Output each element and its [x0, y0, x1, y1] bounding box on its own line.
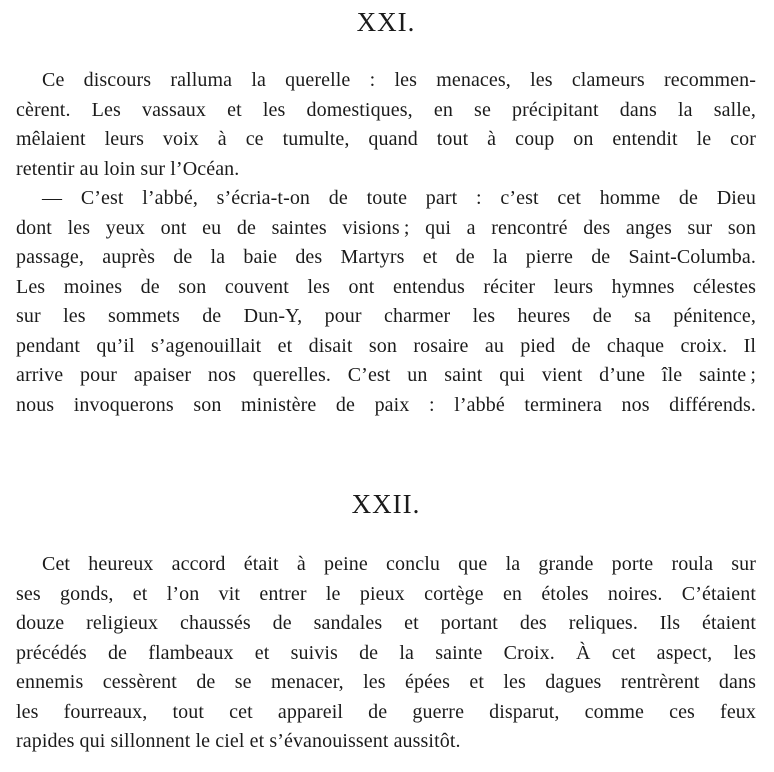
text-line: dont les yeux ont eu de saintes visions ; qui a rencontré des anges sur son — [16, 216, 756, 239]
paragraph — [16, 66, 756, 184]
text-line: Cet heureux accord était à peine conclu que la grande porte roula sur — [42, 553, 756, 575]
text-line: — C’est l’abbé, s’écria-t-on de toute part : c’est cet homme de Dieu — [42, 187, 756, 209]
text-line: Les moines de son couvent les ont entendus réciter leurs hymnes célestes — [16, 275, 756, 298]
text-line: retentir au loin sur l’Océan. — [16, 157, 240, 180]
text-line: ennemis cessèrent de se menacer, les épées et les dagues rentrèrent dans — [16, 671, 756, 693]
text-line: arrive pour apaiser nos querelles. C’est un saint qui vient d’une île sainte ; — [16, 364, 756, 386]
chapter-heading-xxi: XXI. — [356, 7, 416, 37]
text-line: ses gonds, et l’on vit entrer le pieux cortège en étoles noires. C’étaient — [16, 582, 756, 605]
paragraph — [16, 550, 756, 757]
text-line: mêlaient leurs voix à ce tumulte, quand tout à coup on entendit le cor — [16, 128, 756, 150]
text-line: sur les sommets de Dun-Y, pour charmer les heures de sa pénitence, — [16, 305, 756, 327]
text-line: douze religieux chaussés de sandales et portant des reliques. Ils étaient — [16, 612, 756, 634]
chapter-section-xxii — [16, 488, 756, 757]
text-line: Ce discours ralluma la querelle : les menaces, les clameurs recommen- — [42, 69, 756, 91]
chapter-section-xxi — [16, 6, 756, 420]
text-line: rapides qui sillonnent le ciel et s’évanouissent aussitôt. — [16, 730, 461, 752]
text-line: passage, auprès de la baie des Martyrs et de la pierre de Saint-Columba. — [16, 246, 756, 268]
text-line: les fourreaux, tout cet appareil de guerre disparut, comme ces feux — [16, 700, 756, 723]
paragraph — [16, 184, 756, 420]
text-line: précédés de flambeaux et suivis de la sainte Croix. À cet aspect, les — [16, 641, 756, 664]
text-line: cèrent. Les vassaux et les domestiques, en se précipitant dans la salle, — [16, 98, 756, 121]
text-line: nous invoquerons son ministère de paix : l’abbé terminera nos différends. — [16, 393, 756, 416]
chapter-heading-xxii: XXII. — [351, 489, 421, 519]
text-line: pendant qu’il s’agenouillait et disait son rosaire au pied de chaque croix. Il — [16, 334, 756, 357]
